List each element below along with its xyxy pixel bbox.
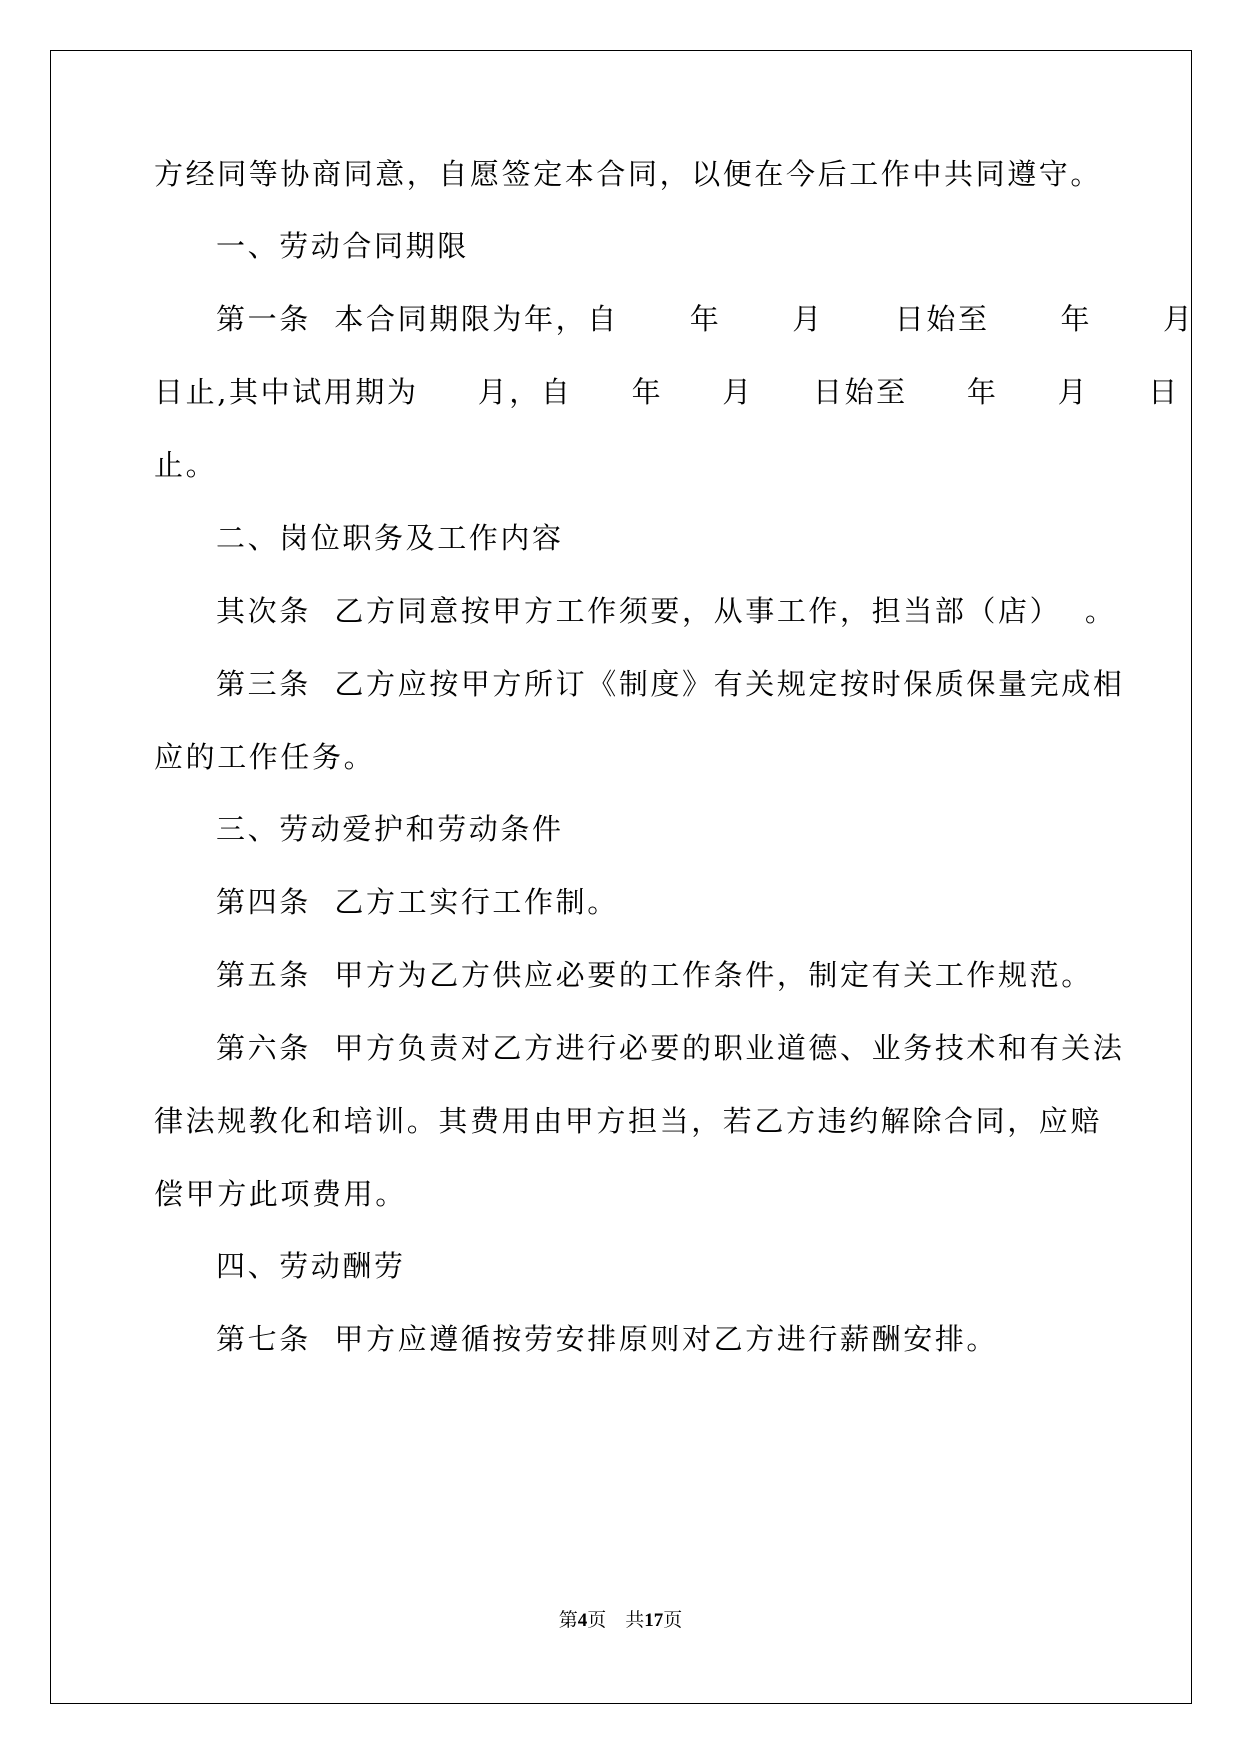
page-border bbox=[50, 50, 1192, 1704]
paragraph-line: 第三条 乙方应按甲方所订《制度》有关规定按时保质保量完成相 bbox=[216, 667, 1125, 701]
paragraph-line: 方经同等协商同意，自愿签定本合同，以便在今后工作中共同遵守。 bbox=[154, 157, 1103, 191]
section-heading: 二、岗位职务及工作内容 bbox=[216, 521, 564, 555]
footer-total-pages: 17 bbox=[644, 1610, 664, 1631]
footer-page-number: 4 bbox=[577, 1610, 588, 1631]
paragraph-line: 其次条 乙方同意按甲方工作须要，从事工作，担当部（店） 。 bbox=[216, 594, 1117, 628]
paragraph-line: 律法规教化和培训。其费用由甲方担当，若乙方违约解除合同，应赔 bbox=[154, 1104, 1103, 1138]
section-heading: 三、劳动爱护和劳动条件 bbox=[216, 812, 564, 846]
page-footer bbox=[0, 1605, 1241, 1632]
footer-total-prefix: 共 bbox=[625, 1610, 645, 1631]
paragraph-line: 第一条 本合同期限为年，自 年 月 日始至 年 月 bbox=[216, 302, 1195, 336]
paragraph-line: 应的工作任务。 bbox=[154, 740, 376, 774]
paragraph-line: 第七条 甲方应遵循按劳安排原则对乙方进行薪酬安排。 bbox=[216, 1322, 999, 1356]
section-heading: 一、劳动合同期限 bbox=[216, 229, 469, 263]
section-heading: 四、劳动酬劳 bbox=[216, 1249, 406, 1283]
footer-page-prefix: 第 bbox=[558, 1610, 578, 1631]
paragraph-line: 第五条 甲方为乙方供应必要的工作条件，制定有关工作规范。 bbox=[216, 958, 1093, 992]
footer-page-suffix: 页 bbox=[587, 1610, 607, 1631]
paragraph-line: 止。 bbox=[154, 448, 218, 482]
paragraph-line: 日止,其中试用期为 月，自 年 月 日始至 年 月 日 bbox=[154, 375, 1180, 409]
paragraph-line: 偿甲方此项费用。 bbox=[154, 1177, 407, 1211]
footer-total-suffix: 页 bbox=[663, 1610, 683, 1631]
paragraph-line: 第六条 甲方负责对乙方进行必要的职业道德、业务技术和有关法 bbox=[216, 1031, 1125, 1065]
paragraph-line: 第四条 乙方工实行工作制。 bbox=[216, 885, 619, 919]
